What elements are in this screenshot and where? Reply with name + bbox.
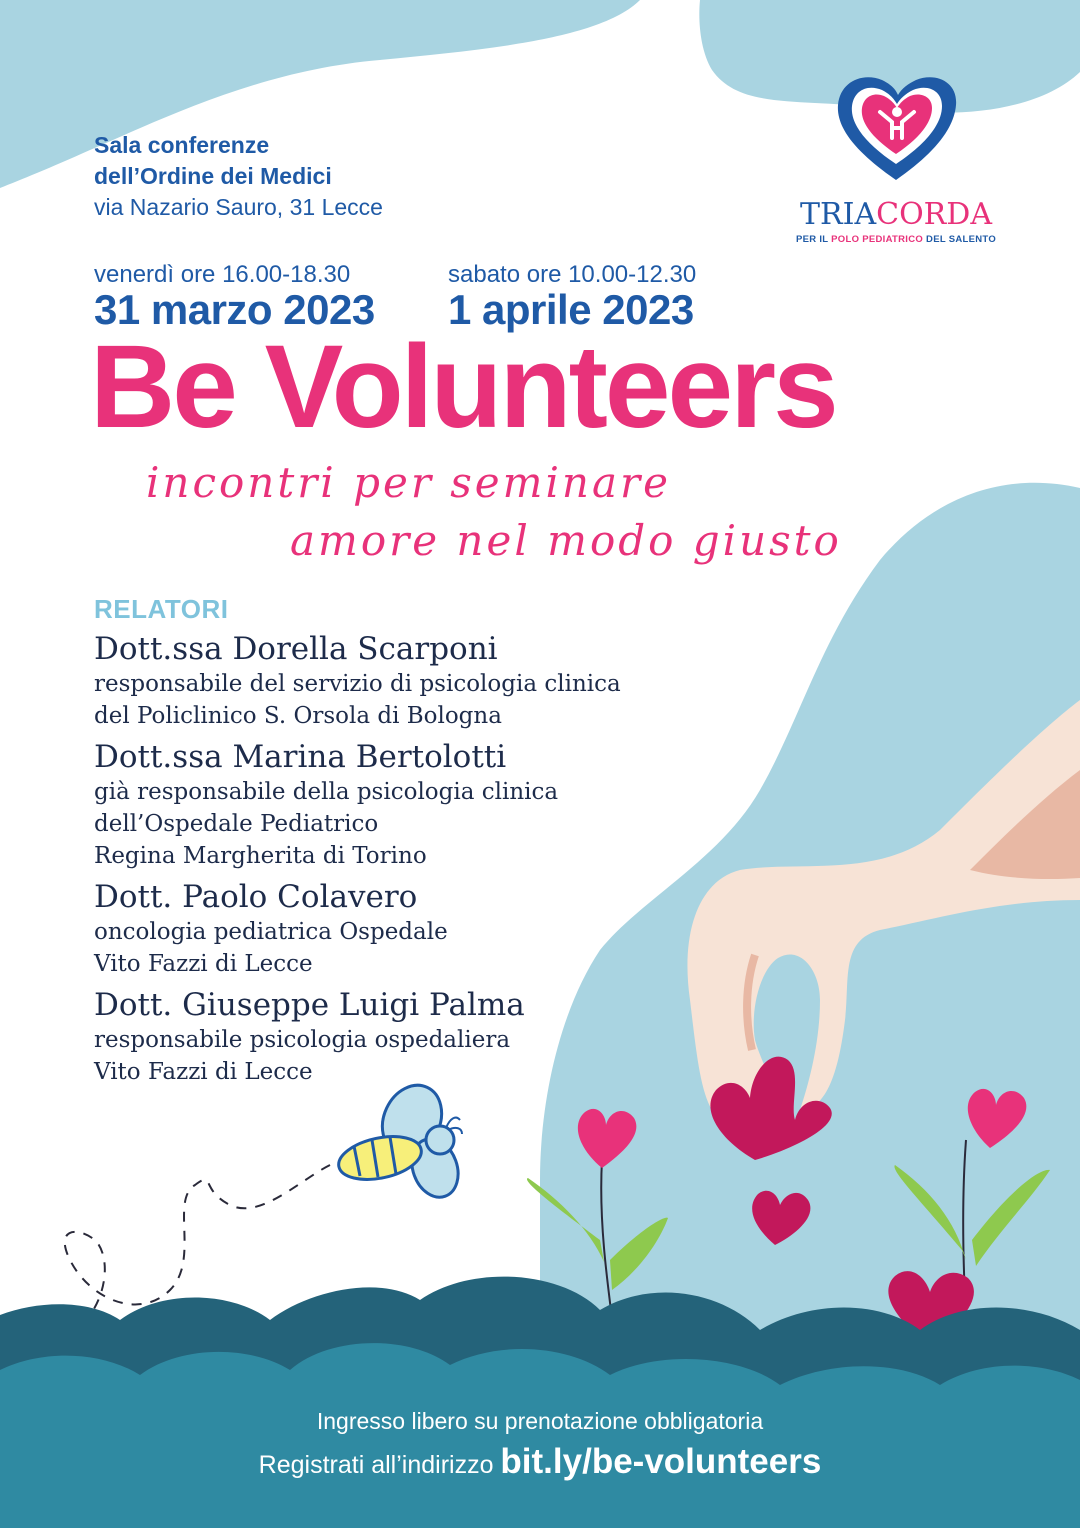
- speaker-item: [94, 630, 734, 732]
- bee-icon: [335, 1076, 466, 1204]
- speakers-heading: RELATORI: [94, 594, 229, 624]
- venue-line-1: Sala conferenze: [94, 132, 270, 158]
- footer-free-entry: Ingresso libero su prenotazione obbligatoria: [316, 1408, 764, 1434]
- logo-sub-suffix: DEL SALENTO: [923, 234, 997, 245]
- speaker-item: [94, 878, 734, 980]
- subtitle-line-1: incontri per seminare: [146, 458, 671, 507]
- registration-link[interactable]: bit.ly/be-volunteers: [500, 1442, 822, 1481]
- tria-corda-logo: [790, 198, 1002, 245]
- venue-line-2: dell’Ordine dei Medici: [94, 163, 332, 189]
- footer-register-prefix: Registrati all’indirizzo: [258, 1451, 501, 1479]
- subtitle-line-2: amore nel modo giusto: [290, 516, 842, 565]
- logo-name-part2: CORDA: [876, 197, 992, 232]
- date-saturday-time: sabato ore 10.00-12.30: [448, 261, 697, 288]
- footer-register: [0, 1442, 1080, 1482]
- speaker-role: oncologia pediatrica Ospedale Vito Fazzi di Lecce: [94, 919, 448, 977]
- logo-subtitle: [790, 234, 1002, 245]
- date-friday-time: venerdì ore 16.00-18.30: [94, 261, 351, 288]
- speaker-name: Dott. Giuseppe Luigi Palma: [94, 987, 525, 1023]
- logo-name: [790, 198, 1002, 232]
- speaker-item: [94, 986, 734, 1088]
- logo-name-part1: TRIA: [800, 197, 877, 232]
- speakers-list: [94, 630, 734, 1094]
- speaker-name: Dott.ssa Marina Bertolotti: [94, 739, 507, 775]
- venue-info: [94, 130, 383, 223]
- logo-sub-highlight: POLO PEDIATRICO: [831, 234, 924, 245]
- speaker-item: [94, 738, 734, 872]
- date-saturday-date: 1 aprile 2023: [448, 286, 694, 333]
- date-friday-date: 31 marzo 2023: [94, 286, 375, 333]
- speaker-role: responsabile del servizio di psicologia clinica del Policlinico S. Orsola di Bologna: [94, 671, 621, 729]
- event-title: Be Volunteers: [90, 321, 836, 453]
- speaker-name: Dott.ssa Dorella Scarponi: [94, 631, 498, 667]
- venue-address: via Nazario Sauro, 31 Lecce: [94, 194, 383, 220]
- speaker-role: responsabile psicologia ospedaliera Vito Fazzi di Lecce: [94, 1027, 511, 1085]
- speaker-role: già responsabile della psicologia clinica dell’Ospedale Pediatrico Regina Margherita di Torino: [94, 779, 559, 869]
- logo-sub-prefix: PER IL: [795, 234, 832, 245]
- speaker-name: Dott. Paolo Colavero: [94, 879, 418, 915]
